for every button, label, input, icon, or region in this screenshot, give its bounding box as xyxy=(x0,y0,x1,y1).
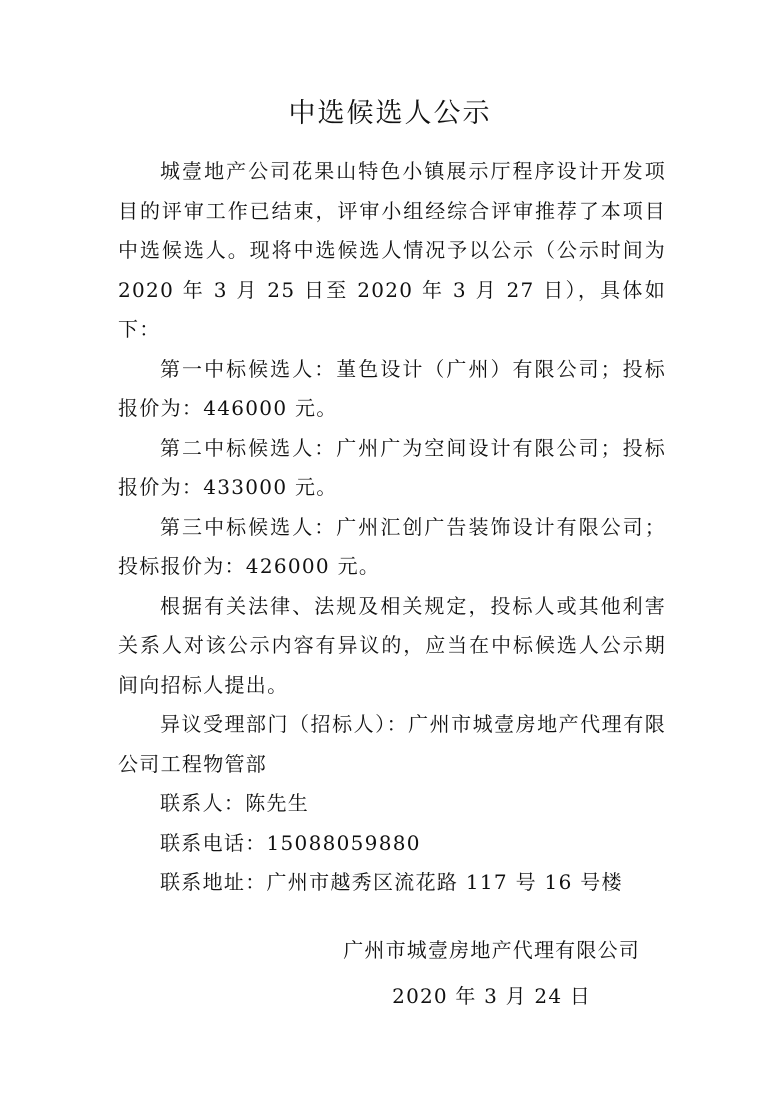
signature-date: 2020 年 3 月 24 日 xyxy=(392,984,592,1008)
document-title: 中选候选人公示 xyxy=(288,98,492,129)
signature-block xyxy=(343,928,640,1018)
intro-paragraph: 城壹地产公司花果山特色小镇展示厅程序设计开发项目的评审工作已结束，评审小组经综合评审推荐了本项目中选候选人。现将中选候选人情况予以公示（公示时间为 2020 年 3 月 25 日至 2020 年 3 月 27 日），具体如下： xyxy=(118,159,666,341)
contact-address-line: 联系地址：广州市越秀区流花路 117 号 16 号楼 xyxy=(160,870,623,894)
third-candidate-paragraph: 第三中标候选人：广州汇创广告装饰设计有限公司；投标报价为：426000 元。 xyxy=(118,514,666,578)
contact-person-line: 联系人：陈先生 xyxy=(160,791,310,815)
first-candidate-paragraph: 第一中标候选人：堇色设计（广州）有限公司；投标报价为：446000 元。 xyxy=(118,356,666,420)
objection-department-paragraph: 异议受理部门（招标人）：广州市城壹房地产代理有限公司工程物管部 xyxy=(118,712,666,776)
second-candidate-paragraph: 第二中标候选人：广州广为空间设计有限公司；投标报价为：433000 元。 xyxy=(118,435,666,499)
document-body xyxy=(118,152,666,903)
objection-rules-paragraph: 根据有关法律、法规及相关规定，投标人或其他利害关系人对该公示内容有异议的，应当在中标候选人公示期间向招标人提出。 xyxy=(118,593,666,697)
signature-company: 广州市城壹房地产代理有限公司 xyxy=(343,938,640,962)
contact-phone-line: 联系电话：15088059880 xyxy=(160,830,421,855)
